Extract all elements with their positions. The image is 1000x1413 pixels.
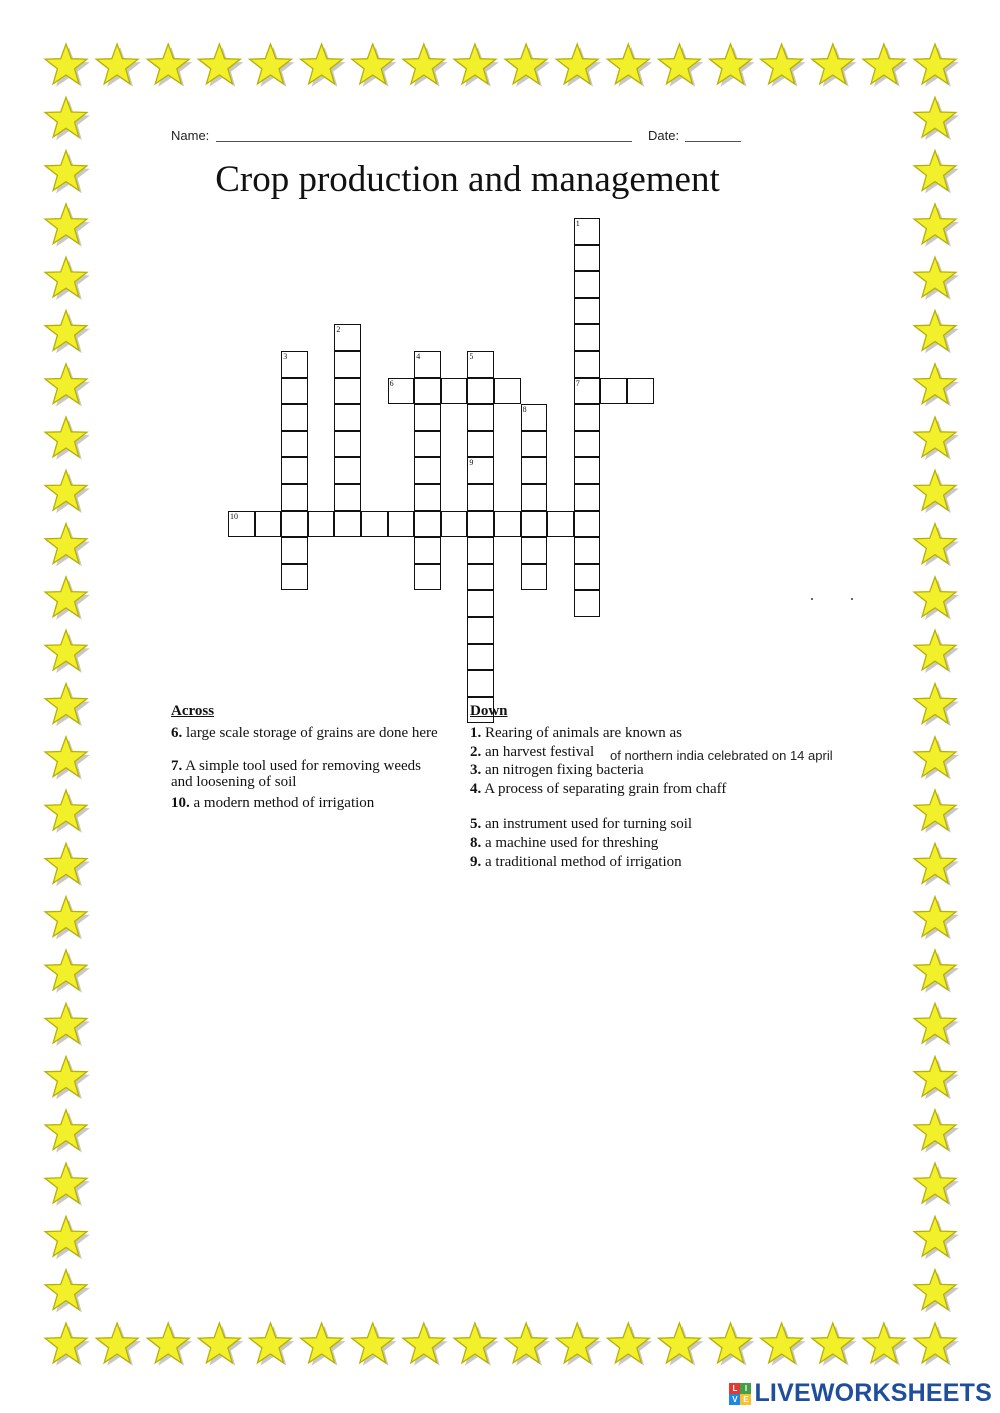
crossword-cell[interactable] (467, 590, 494, 617)
star-icon (812, 44, 854, 84)
crossword-cell[interactable] (467, 511, 494, 538)
crossword-cell[interactable] (334, 378, 361, 405)
star-icon (914, 204, 956, 244)
clue-text: A process of separating grain from chaff (484, 781, 727, 797)
clue-number: 10. (171, 795, 190, 811)
star-icon (454, 44, 496, 84)
clue-number: 4. (470, 781, 482, 797)
clue-number: 1. (470, 725, 482, 741)
crossword-cell[interactable] (574, 537, 601, 564)
star-icon (914, 897, 956, 937)
star-shadow (457, 47, 499, 87)
star-shadow (48, 207, 90, 247)
star-icon (914, 790, 956, 830)
down-clue-2 (470, 744, 630, 760)
star-shadow (917, 473, 959, 513)
logo-mark-icon (729, 1383, 751, 1405)
star-shadow (917, 1060, 959, 1100)
star-icon (914, 1323, 956, 1363)
star-shadow (48, 47, 90, 87)
star-icon (914, 1270, 956, 1310)
star-shadow (917, 1326, 959, 1366)
crossword-cell[interactable] (441, 378, 468, 405)
star-icon (45, 1270, 87, 1310)
star-shadow (713, 47, 755, 87)
crossword-cell[interactable] (574, 564, 601, 591)
clue-text: an instrument used for turning soil (485, 816, 693, 832)
star-icon (45, 1057, 87, 1097)
star-shadow (559, 1326, 601, 1366)
star-shadow (150, 47, 192, 87)
star-shadow (508, 47, 550, 87)
crossword-cell[interactable] (627, 378, 654, 405)
crossword-cell[interactable] (334, 484, 361, 511)
star-shadow (48, 1166, 90, 1206)
clue-number: 5. (470, 816, 482, 832)
star-icon (403, 44, 445, 84)
star-icon (505, 1323, 547, 1363)
clue-text: an nitrogen fixing bacteria (485, 762, 644, 778)
clue-number-label: 1 (575, 219, 580, 228)
star-icon (45, 97, 87, 137)
star-icon (45, 257, 87, 297)
star-shadow (764, 47, 806, 87)
crossword-cell[interactable] (281, 378, 308, 405)
star-icon (914, 524, 956, 564)
crossword-cell[interactable] (334, 404, 361, 431)
clue-text: large scale storage of grains are done here (186, 725, 438, 741)
down-clue-5 (470, 816, 790, 832)
crossword-cell[interactable] (308, 511, 335, 538)
star-shadow (917, 367, 959, 407)
crossword-cell[interactable] (574, 590, 601, 617)
star-shadow (48, 1273, 90, 1313)
clue-number-label: 4 (416, 352, 421, 361)
star-icon (45, 1163, 87, 1203)
star-shadow (815, 47, 857, 87)
star-icon (45, 417, 87, 457)
star-shadow (48, 100, 90, 140)
star-shadow (610, 47, 652, 87)
star-shadow (48, 900, 90, 940)
star-shadow (917, 1006, 959, 1046)
star-shadow (48, 740, 90, 780)
crossword-cell[interactable] (414, 431, 441, 458)
star-shadow (406, 1326, 448, 1366)
name-label: Name: (171, 128, 210, 143)
liveworksheets-logo (729, 1379, 992, 1408)
star-shadow (508, 1326, 550, 1366)
star-icon (914, 950, 956, 990)
star-icon (45, 950, 87, 990)
star-icon (914, 1216, 956, 1256)
crossword-cell[interactable] (467, 484, 494, 511)
star-icon (914, 630, 956, 670)
star-shadow (48, 473, 90, 513)
logo-letter: I (740, 1383, 751, 1394)
star-icon (301, 1323, 343, 1363)
crossword-cell[interactable] (281, 404, 308, 431)
star-shadow (917, 953, 959, 993)
star-shadow (406, 47, 448, 87)
clue-text: a modern method of irrigation (193, 795, 375, 811)
star-shadow (917, 793, 959, 833)
crossword-cell[interactable] (334, 511, 361, 538)
star-icon (45, 1003, 87, 1043)
star-icon (659, 1323, 701, 1363)
star-shadow (48, 314, 90, 354)
star-icon (914, 737, 956, 777)
star-icon (914, 1110, 956, 1150)
star-icon (45, 204, 87, 244)
star-shadow (48, 260, 90, 300)
clue-number-label: 6 (389, 378, 394, 388)
name-input[interactable] (216, 141, 632, 142)
down-clue-9 (470, 854, 790, 870)
star-icon (45, 897, 87, 937)
star-icon (863, 44, 905, 84)
star-shadow (304, 1326, 346, 1366)
crossword-cell[interactable] (494, 511, 521, 538)
star-icon (863, 1323, 905, 1363)
clue-number: 9. (470, 854, 482, 870)
star-shadow (866, 1326, 908, 1366)
star-icon (45, 1110, 87, 1150)
star-shadow (610, 1326, 652, 1366)
crossword-cell[interactable] (281, 431, 308, 458)
star-shadow (917, 580, 959, 620)
star-icon (45, 470, 87, 510)
crossword-cell[interactable] (521, 511, 548, 538)
clue-number-label: 10 (230, 511, 238, 521)
crossword-cell[interactable] (494, 378, 521, 405)
star-shadow (917, 687, 959, 727)
clue-text: A simple tool used for removing weeds and loosening of soil (171, 758, 421, 790)
star-shadow (48, 367, 90, 407)
crossword-cell[interactable] (281, 564, 308, 591)
crossword-cell[interactable] (600, 378, 627, 405)
star-icon (556, 1323, 598, 1363)
star-icon (45, 737, 87, 777)
star-shadow (253, 47, 295, 87)
clue-number: 8. (470, 835, 482, 851)
crossword-cell[interactable] (521, 457, 548, 484)
star-icon (45, 44, 87, 84)
clue-number-label: 2 (336, 325, 341, 335)
crossword-cell[interactable] (467, 404, 494, 431)
star-shadow (713, 1326, 755, 1366)
star-shadow (48, 1113, 90, 1153)
star-shadow (917, 1113, 959, 1153)
star-shadow (917, 1166, 959, 1206)
crossword-cell[interactable] (574, 271, 601, 298)
star-icon (45, 630, 87, 670)
star-icon (403, 1323, 445, 1363)
star-icon (96, 44, 138, 84)
star-icon (45, 1323, 87, 1363)
logo-letter: E (740, 1394, 751, 1405)
star-shadow (99, 1326, 141, 1366)
crossword-cell[interactable] (521, 564, 548, 591)
star-shadow (355, 1326, 397, 1366)
clue-text: a traditional method of irrigation (485, 854, 682, 870)
clue-number-label: 8 (522, 405, 527, 415)
stray-mark (851, 598, 853, 600)
star-icon (914, 577, 956, 617)
star-icon (45, 684, 87, 724)
page-title: Crop production and management (215, 159, 720, 200)
crossword-cell[interactable] (574, 457, 601, 484)
star-shadow (917, 846, 959, 886)
star-icon (352, 1323, 394, 1363)
star-shadow (917, 1219, 959, 1259)
crossword-cell[interactable] (521, 431, 548, 458)
star-shadow (48, 1326, 90, 1366)
star-icon (607, 44, 649, 84)
crossword-cell[interactable] (414, 457, 441, 484)
crossword-cell[interactable] (574, 431, 601, 458)
across-clue-7 (171, 758, 431, 790)
star-shadow (917, 633, 959, 673)
crossword-cell[interactable] (414, 404, 441, 431)
crossword-cell[interactable] (521, 537, 548, 564)
crossword-cell[interactable] (388, 511, 415, 538)
clue-text: a machine used for threshing (485, 835, 659, 851)
star-shadow (150, 1326, 192, 1366)
star-shadow (662, 1326, 704, 1366)
crossword-cell[interactable] (255, 511, 282, 538)
crossword-cell[interactable] (414, 484, 441, 511)
star-shadow (917, 260, 959, 300)
clue-text: Rearing of animals are known as (485, 725, 683, 741)
crossword-cell[interactable] (521, 484, 548, 511)
star-icon (812, 1323, 854, 1363)
crossword-cell[interactable] (574, 298, 601, 325)
star-shadow (917, 314, 959, 354)
star-shadow (917, 900, 959, 940)
star-shadow (355, 47, 397, 87)
star-icon (914, 417, 956, 457)
crossword-cell[interactable] (574, 404, 601, 431)
star-shadow (559, 47, 601, 87)
crossword-cell[interactable] (414, 537, 441, 564)
crossword-cell[interactable] (334, 431, 361, 458)
star-icon (914, 44, 956, 84)
star-icon (914, 257, 956, 297)
star-shadow (48, 953, 90, 993)
crossword-cell[interactable] (281, 511, 308, 538)
star-icon (198, 1323, 240, 1363)
crossword-cell[interactable] (334, 351, 361, 378)
star-shadow (917, 47, 959, 87)
logo-text: LIVEWORKSHEETS (754, 1379, 992, 1407)
down-clue-1 (470, 725, 790, 741)
crossword-cell[interactable] (414, 564, 441, 591)
crossword-cell[interactable] (281, 484, 308, 511)
crossword-cell[interactable] (414, 511, 441, 538)
star-icon (45, 1216, 87, 1256)
star-shadow (99, 47, 141, 87)
star-icon (301, 44, 343, 84)
star-shadow (48, 527, 90, 567)
star-shadow (917, 1273, 959, 1313)
crossword-cell[interactable] (574, 245, 601, 272)
clue-number-label: 9 (469, 458, 474, 468)
clue-number: 3. (470, 762, 482, 778)
star-icon (45, 311, 87, 351)
clue-number-label: 5 (469, 352, 474, 361)
crossword-cell[interactable] (281, 537, 308, 564)
crossword-cell[interactable] (467, 378, 494, 405)
star-icon (147, 44, 189, 84)
crossword-cell[interactable] (467, 617, 494, 644)
crossword-cell[interactable] (467, 670, 494, 697)
clue-number-label: 3 (283, 352, 288, 361)
logo-letter: V (729, 1394, 740, 1405)
star-shadow (48, 1060, 90, 1100)
star-shadow (917, 420, 959, 460)
star-icon (454, 1323, 496, 1363)
star-shadow (815, 1326, 857, 1366)
star-shadow (917, 100, 959, 140)
clue-number: 7. (171, 758, 183, 774)
crossword-cell[interactable] (467, 537, 494, 564)
star-icon (96, 1323, 138, 1363)
clue-text: an harvest festival (485, 744, 595, 760)
down-clue-8 (470, 835, 790, 851)
date-label: Date: (648, 128, 680, 143)
crossword-cell[interactable] (361, 511, 388, 538)
star-shadow (201, 47, 243, 87)
star-shadow (48, 687, 90, 727)
star-icon (147, 1323, 189, 1363)
star-icon (45, 364, 87, 404)
star-shadow (457, 1326, 499, 1366)
star-icon (556, 44, 598, 84)
star-shadow (304, 47, 346, 87)
star-shadow (917, 527, 959, 567)
crossword-cell[interactable] (574, 351, 601, 378)
down-heading: Down (470, 703, 508, 719)
star-icon (352, 44, 394, 84)
star-icon (914, 364, 956, 404)
star-icon (710, 44, 752, 84)
star-icon (45, 843, 87, 883)
star-icon (45, 790, 87, 830)
star-icon (914, 1003, 956, 1043)
star-icon (659, 44, 701, 84)
logo-letter: L (729, 1383, 740, 1394)
star-icon (761, 44, 803, 84)
crossword-cell[interactable] (467, 564, 494, 591)
clue-number-label: 7 (575, 378, 580, 388)
star-icon (250, 44, 292, 84)
handwritten-note: of northern india celebrated on 14 april (610, 748, 833, 763)
star-shadow (201, 1326, 243, 1366)
star-icon (914, 684, 956, 724)
star-icon (914, 470, 956, 510)
star-icon (607, 1323, 649, 1363)
star-icon (250, 1323, 292, 1363)
down-clue-4 (470, 781, 735, 797)
star-icon (505, 44, 547, 84)
crossword-cell[interactable] (574, 324, 601, 351)
across-heading: Across (171, 703, 215, 719)
star-shadow (253, 1326, 295, 1366)
star-shadow (662, 47, 704, 87)
crossword-cell[interactable] (547, 511, 574, 538)
star-shadow (48, 846, 90, 886)
star-icon (710, 1323, 752, 1363)
star-shadow (866, 47, 908, 87)
crossword-cell[interactable] (574, 511, 601, 538)
star-icon (45, 577, 87, 617)
star-icon (914, 97, 956, 137)
star-shadow (48, 420, 90, 460)
star-shadow (48, 1219, 90, 1259)
star-shadow (48, 633, 90, 673)
star-shadow (48, 793, 90, 833)
star-icon (914, 843, 956, 883)
star-shadow (48, 1006, 90, 1046)
date-input[interactable] (685, 141, 741, 142)
crossword-cell[interactable] (467, 644, 494, 671)
stray-mark (811, 598, 813, 600)
star-icon (198, 44, 240, 84)
clue-number: 2. (470, 744, 482, 760)
star-icon (914, 1057, 956, 1097)
star-icon (914, 1163, 956, 1203)
star-shadow (764, 1326, 806, 1366)
star-shadow (917, 207, 959, 247)
crossword-cell[interactable] (334, 457, 361, 484)
clue-number: 6. (171, 725, 183, 741)
crossword-cell[interactable] (574, 484, 601, 511)
crossword-cell[interactable] (281, 457, 308, 484)
across-clue-6 (171, 725, 451, 741)
star-shadow (48, 580, 90, 620)
down-clue-3 (470, 762, 790, 778)
star-icon (914, 311, 956, 351)
crossword-cell[interactable] (414, 378, 441, 405)
star-icon (761, 1323, 803, 1363)
crossword-cell[interactable] (441, 511, 468, 538)
across-clue-10 (171, 795, 451, 811)
crossword-cell[interactable] (467, 431, 494, 458)
star-icon (45, 524, 87, 564)
star-shadow (917, 740, 959, 780)
